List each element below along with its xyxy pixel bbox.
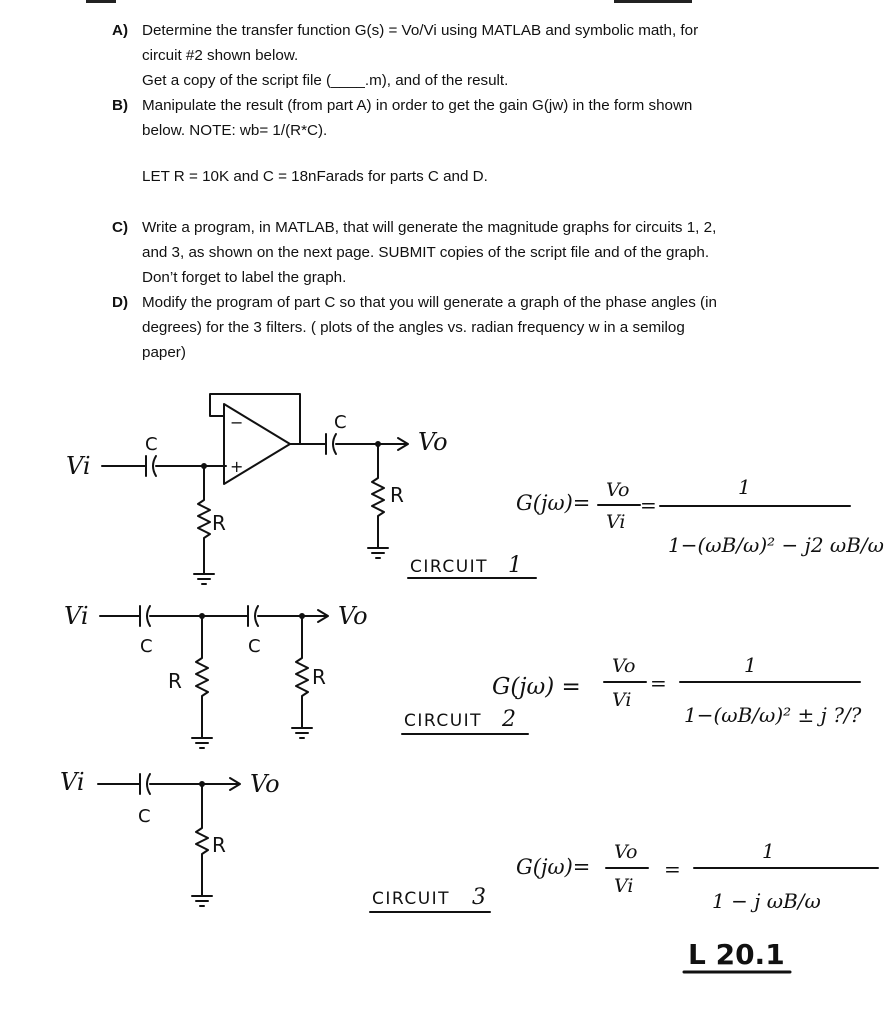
c2-res2-label: R — [312, 665, 326, 689]
c2-cap1-label: C — [140, 636, 153, 657]
c2-eq-num: Vo — [612, 655, 636, 677]
c1-cap2-label: C — [334, 412, 347, 433]
c3-input-label: Vi — [60, 768, 85, 796]
c1-cap1-label: C — [145, 434, 158, 455]
task-c-line1: Write a program, in MATLAB, that will generate the magnitude graphs for circuits 1, 2, — [142, 219, 717, 236]
c1-caption-text: CIRCUIT — [410, 557, 489, 577]
task-b-line1: Manipulate the result (from part A) in order to get the gain G(jw) in the form shown — [142, 97, 693, 114]
task-d-line3: paper) — [142, 344, 186, 361]
task-a-line1: Determine the transfer function G(s) = Vo/Vi using MATLAB and symbolic math, for — [142, 22, 699, 39]
page-label-text: L 20.1 — [688, 938, 785, 971]
c1-eq-rhs-num: 1 — [738, 475, 751, 499]
task-d-line2: degrees) for the 3 filters. ( plots of the angles vs. radian frequency w in a semilog — [142, 319, 685, 336]
c1-res1-label: R — [212, 511, 226, 535]
c1-eq-lhs: G(jω)= — [516, 491, 591, 515]
c3-cap1-label: C — [138, 806, 151, 827]
c1-caption-number: 1 — [508, 553, 522, 578]
task-a-label: A) — [112, 22, 129, 39]
c1-opamp-minus: − — [230, 413, 244, 432]
c3-eq-rhs-num: 1 — [762, 839, 775, 863]
c2-caption-number: 2 — [502, 707, 516, 732]
c2-cap2-label: C — [248, 636, 261, 657]
circuit-2-caption — [402, 707, 528, 734]
c3-output-label: Vo — [250, 770, 280, 798]
circuit-2-schematic — [64, 602, 368, 748]
c1-ground1 — [194, 574, 214, 584]
c3-res1-label: R — [212, 833, 226, 857]
c2-eq-rhs-num: 1 — [744, 653, 757, 677]
c1-eq-num: Vo — [606, 479, 630, 501]
task-b-label: B) — [112, 97, 129, 114]
c1-eq-den: Vi — [606, 511, 626, 533]
c1-ground2 — [368, 548, 388, 558]
task-c-line3: Don’t forget to label the graph. — [142, 269, 347, 286]
c1-eq-rhs-den: 1−(ωB/ω)² − j2 ωB/ω — [668, 533, 884, 557]
circuit-3-equation — [516, 839, 878, 913]
c2-res1 — [196, 616, 208, 738]
c3-eq-rhs-den: 1 − j ωB/ω — [712, 889, 821, 913]
c2-eq-lhs: G(jω) = — [492, 674, 581, 700]
c3-eq-lhs: G(jω)= — [516, 855, 591, 879]
circuit-2-equation — [492, 653, 862, 727]
c3-caption-number: 3 — [472, 885, 486, 910]
task-c-label: C) — [112, 219, 129, 236]
task-b-line2: below. NOTE: wb= 1/(R*C). — [142, 122, 328, 139]
c3-caption-text: CIRCUIT — [372, 889, 451, 909]
circuit-3-schematic — [60, 768, 280, 906]
c2-input-label: Vi — [64, 602, 89, 630]
c3-eq-equals: = — [664, 857, 681, 881]
let-line: LET R = 10K and C = 18nFarads for parts C and D. — [142, 168, 488, 185]
task-a-line2: circuit #2 shown below. — [142, 47, 299, 64]
c3-eq-num: Vo — [614, 841, 638, 863]
c2-res1-label: R — [168, 669, 182, 693]
task-d-line1: Modify the program of part C so that you will generate a graph of the phase angles (in — [142, 294, 717, 311]
c1-output-label: Vo — [418, 428, 448, 456]
c1-res2-label: R — [390, 483, 404, 507]
c1-eq-equals: = — [640, 493, 657, 517]
c2-caption-text: CIRCUIT — [404, 711, 483, 731]
c2-res2 — [296, 616, 308, 728]
c2-eq-equals: = — [650, 671, 667, 695]
c1-res1 — [198, 466, 210, 574]
c1-input-label: Vi — [66, 452, 91, 480]
c1-opamp-plus: + — [230, 457, 244, 476]
task-a-line3: Get a copy of the script file (____.m), and of the result. — [142, 72, 509, 89]
c1-res2 — [372, 444, 384, 548]
circuit-3-caption — [370, 885, 490, 912]
circuit-1-caption — [408, 553, 536, 578]
circuit-1-equation — [516, 475, 884, 557]
c2-eq-den: Vi — [612, 689, 632, 711]
circuit-1-schematic — [66, 394, 448, 584]
page-label — [684, 938, 790, 972]
task-d-label: D) — [112, 294, 129, 311]
c2-output-label: Vo — [338, 602, 368, 630]
c2-eq-rhs-den: 1−(ωB/ω)² ± j ?/? — [684, 703, 862, 727]
task-c-line2: and 3, as shown on the next page. SUBMIT copies of the script file and of the graph. — [142, 244, 710, 261]
c3-res1 — [196, 784, 208, 896]
c3-eq-den: Vi — [614, 875, 634, 897]
